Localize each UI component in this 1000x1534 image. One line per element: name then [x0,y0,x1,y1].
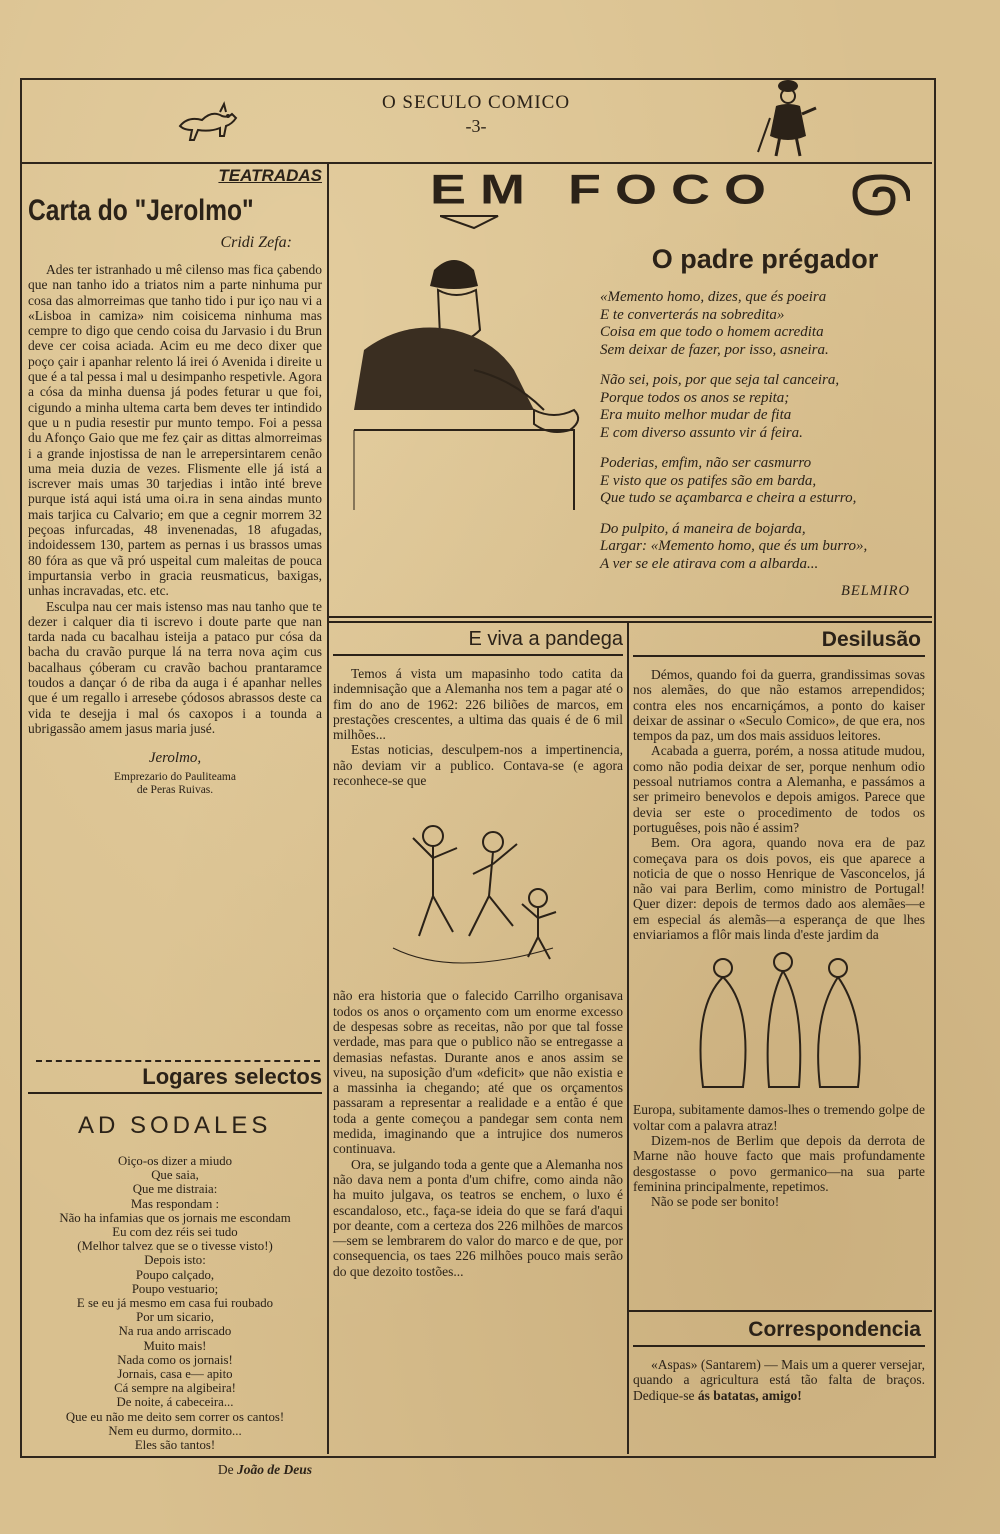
desilusao-p4: Europa, subitamente damos-lhes o tremendo golpe de voltar com a palavra atraz! [633,1102,925,1133]
poem-author: João de Deus [237,1462,312,1478]
poem-line: (Melhor talvez que se o tivesse visto!) [77,1239,273,1254]
poem-line: Nada como os jornais! [117,1352,233,1367]
poem-line: Que saia, [151,1168,199,1183]
stanza-line: Não sei, pois, por que seja tal canceira, [600,372,840,388]
poem-body [28,1154,322,1452]
stanza-line: A ver se ele atirava com a albarda... [600,555,819,572]
left-column-divider [327,162,329,1454]
desilusao-p6: Não se pode ser bonito! [651,1194,780,1210]
article-body-2: Esculpa nau cer mais istenso mas nau tanho que te dezer i calquer dia ti iscrevo i doute parte que nan tarda nada cu bacalhau isteija a pataco pur cósa da bacha du cravão purque lá na terra nova açim cus bacalhaus çóberam cu cravão bachou prantaramce toudos a dançar ó de riba da auga i é apanhar nelles que é um regallo i arresebe çódosos abrassos deste ca vida te desejja i mal ós caxopos i a tounda a ubrigassão amem jasus maria jusé. [28,598,322,736]
correspondencia-section [633,1318,925,1403]
poem-line: Não ha infamias que os jornais me escondam [59,1210,291,1225]
pandega-p4: Ora, se julgando toda a gente que a Alemanha nos não dava nem a ponta d'um chifre, como ainda não ha muito julgava, os teatros se enchem, o luxo é escandaloso, etc., faça-se ideia do que se fará d'aqui por deante, com a certeza dos 226 milhões de marcos—sem se lembrarem do valor do marco e de que, por consequencia, os taes 226 milhões pouco mais serão do que dezoito tostões... [333,1156,623,1279]
stanza-line: E visto que os patifes são em barda, [600,472,817,489]
stanza-line: E com diverso assunto vir á feira. [600,424,803,441]
arrow-ornament [440,212,500,232]
desilusao-section [633,628,925,1209]
page-header [20,78,932,164]
poem-line: Depois isto: [144,1253,206,1268]
stanza-line: Que tudo se açambarca e cheira a esturro, [600,490,857,506]
correspondencia-text-prefix: «Aspas» (Santarem) — Mais um a querer versejar, quando a agricultura está tão falta de braços. Dedique-se [633,1357,925,1403]
stanza-4 [600,521,930,574]
desilusao-title: Desilusão [633,628,925,657]
spiral-ornament [840,172,910,222]
pandega-p1: Temos á vista um mapasinho todo catita da indemnisação que a Alemanha nos tem a pagar até o fim do ano de 1962: 226 biliões de marcos, em prestações crescentes, a ultima das quais é de 6 mil milhões... [333,666,623,743]
article-title: Carta do "Jerolmo" [28,194,254,227]
poem-line: De noite, á cabeceira... [116,1395,234,1410]
stanza-line: Largar: «Memento homo, que és um burro», [600,538,868,554]
pandega-section [333,628,623,1279]
pandega-title: E viva a pandega [333,628,623,656]
em-foco-title: EM FOCO [430,166,780,213]
correspondencia-text-bold: ás batatas, amigo! [697,1387,802,1403]
stanza-line: Do pulpito, á maneira de bojarda, [600,520,806,537]
desilusao-p5: Dizem-nos de Berlim que depois da derrota de Marne não houve facto que mais profundamente desgostasse o povo germanico—na sua parte feminina principalmente, repetimos. [633,1132,925,1194]
stanza-line: E te converterás na sobredita» [600,306,785,323]
signature-line-1: Emprezario do Pauliteama [114,771,236,784]
padre-poem-section [600,244,930,600]
poem-author-belmiro: BELMIRO [840,583,910,599]
stanza-line: Sem deixar de fazer, por isso, asneira. [600,341,829,358]
correspondencia-rule [629,1310,932,1312]
poem-line: Por um sicario, [136,1310,214,1325]
poem-line: Que eu não me deito sem correr os cantos! [65,1409,285,1424]
poem-line: Oiço-os dizer a miudo [117,1154,233,1168]
pandega-p2: Estas noticias, desculpem-nos a impertinencia, não deviam vir a publico. Contava-se (e agora reconhece-se que [333,742,623,789]
correspondencia-text [633,1357,925,1403]
poem-line: Poupo vestuario; [131,1281,219,1296]
article-body: Ades ter istranhado u mê cilenso mas fica çabendo que nan tanho ido a triatos nim a parte ninhuma pur cosa das almorreimas que tanho tido i pur iço nau vi a «Lisboa in camiza» nim coisicema ninhuma mas cempre to digo que cendo coisa du Jarvasio i du Brun deve cer coisa aciada. Acim eu me deco dixer que poço çair i apanhar relento lá irei ó Avenida i direite u que é a tal pessa i mal u desimpanho respetivle. Agora a cósa da minha duensa já podes feturar u que foi, cigundo a minha ultema carta bem deves ter intindido que u n pudia resestir pur munto tempo. Foi a pessa du Afonço Gaio que me fez çair as dittas almorreimas i a grande injostissa de nan le arrepersintarem cenão uma meia duzia de vezes. Flismente elle já istá a iscrever mais umas 30 tarjedias i intão inté breve purque istá aqui istá uma oi.ra in sena aindas munto mais tarjica cu Calvario; em que a cegnir morrem 32 peçoas infurcadas, 48 invenenadas, 18 afugadas, indoidessem 130, partem as pernas i us brassos umas 80 fóra as que vã pró uspeital cum maleitas de pouca impurtansia verbo in gracia reusmaticus, baxigas, unhas incravadas, etc. etc. [28,262,322,599]
poem-line: Eu com dez réis sei tudo [112,1225,238,1240]
poem-line: Cá sempre na algibeira! [114,1381,236,1396]
women-illustration [633,942,925,1102]
stanza-line: Porque todos os anos se repita; [600,389,790,406]
stanza-1 [600,289,930,359]
poem-line: Muito mais! [143,1338,207,1353]
signature: Jerolmo, [148,750,202,767]
poem-line: Eles são tantos! [134,1438,216,1453]
poem-line: Que me distraia: [132,1182,218,1197]
poem-line: Jornais, casa e— apito [117,1367,233,1382]
poem-author-line [28,1462,322,1478]
em-foco-rule-top [329,616,932,618]
desilusao-p1: Démos, quando foi da guerra, grandissimas sovas nos alemães, do que não estamos arrependidos; contra eles nos encarniçámos, a ponto do kaiser deixar de assinar o «Seculo Comico», de que era, nos tempos da paz, um dos mais assiduos leitores. [633,667,925,744]
poem-line: Nem eu durmo, dormito... [108,1423,242,1438]
priest-illustration [334,250,604,510]
stanza-line: Era muito melhor mudar de fita [600,407,792,423]
stanza-line: Coisa em que todo o homem acredita [600,324,824,340]
poem-line: Mas respondam : [130,1196,220,1211]
stanza-line: «Memento homo, dizes, que és poeira [600,289,827,305]
padre-poem-title: O padre prégador [651,244,879,274]
poem-line: E se eu já mesmo em casa fui roubado [76,1296,274,1311]
stanza-line: Poderias, emfim, não ser casmurro [600,455,812,471]
salutation: Cridi Zefa: [220,234,292,251]
signature-line-2: de Peras Ruivas. [136,784,214,797]
desilusao-p2: Acabada a guerra, porém, a nossa atitude mudou, como não podia deixar de ser, porque nenhum odio pessoal nutriamos contra a Alemanha, e passámos a ser primeiro benevolos e depois amigos. Parece que devia ser este o procedimento de todos os portuguêses, pois não é assim? [633,743,925,835]
stanza-3 [600,455,930,508]
logares-section [28,1064,322,1478]
poem-author-prefix: De [217,1462,234,1478]
em-foco-header [430,166,930,226]
teatradas-section [28,166,322,797]
em-foco-rule-bottom [329,621,932,623]
pandega-p3: não era historia que o falecido Carrilho organisava todos os anos o orçamento com um enorme excesso de despesas sobre as receitas, não por que tal fosse verdade, mas para que o publico não se entregasse a demasias nefastas. Durante anos e anos assim se viveu, na suposição d'um «deficit» que não existia e a massinha ia chegando; até que os orçamentos passaram a representar a realidade e a então é que toda a gente começou a pandegar sem conta nem medida, imaginando que a intrujice dos numeros continuava. [333,988,623,1157]
correspondencia-title: Correspondencia [633,1318,925,1347]
stanza-2 [600,372,930,442]
desilusao-p3: Bem. Ora agora, quando nova era de paz começava para os dois povos, eis que aparece a noticia de que o nosso Henrique de Vasconcelos, já não vai para Berlim, como ministro de Portugal! Quer dizer: depois de termos dado aos alemães—e em especial ás alemãs—a esperança de que lhes enviariamos a flôr mais linda d'este jardim da [633,835,925,943]
poem-title: AD SODALES [78,1112,272,1139]
logares-title: Logares selectos [28,1064,322,1094]
section-label: TEATRADAS [218,166,322,185]
dancing-figures-illustration [333,788,623,988]
poem-line: Poupo calçado, [135,1267,215,1282]
right-column-divider [627,623,629,1454]
man-illustration [740,78,830,162]
page-number: -3- [465,116,487,136]
masthead-title: O SECULO COMICO [381,92,571,113]
poem-line: Na rua ando arriscado [118,1324,232,1339]
